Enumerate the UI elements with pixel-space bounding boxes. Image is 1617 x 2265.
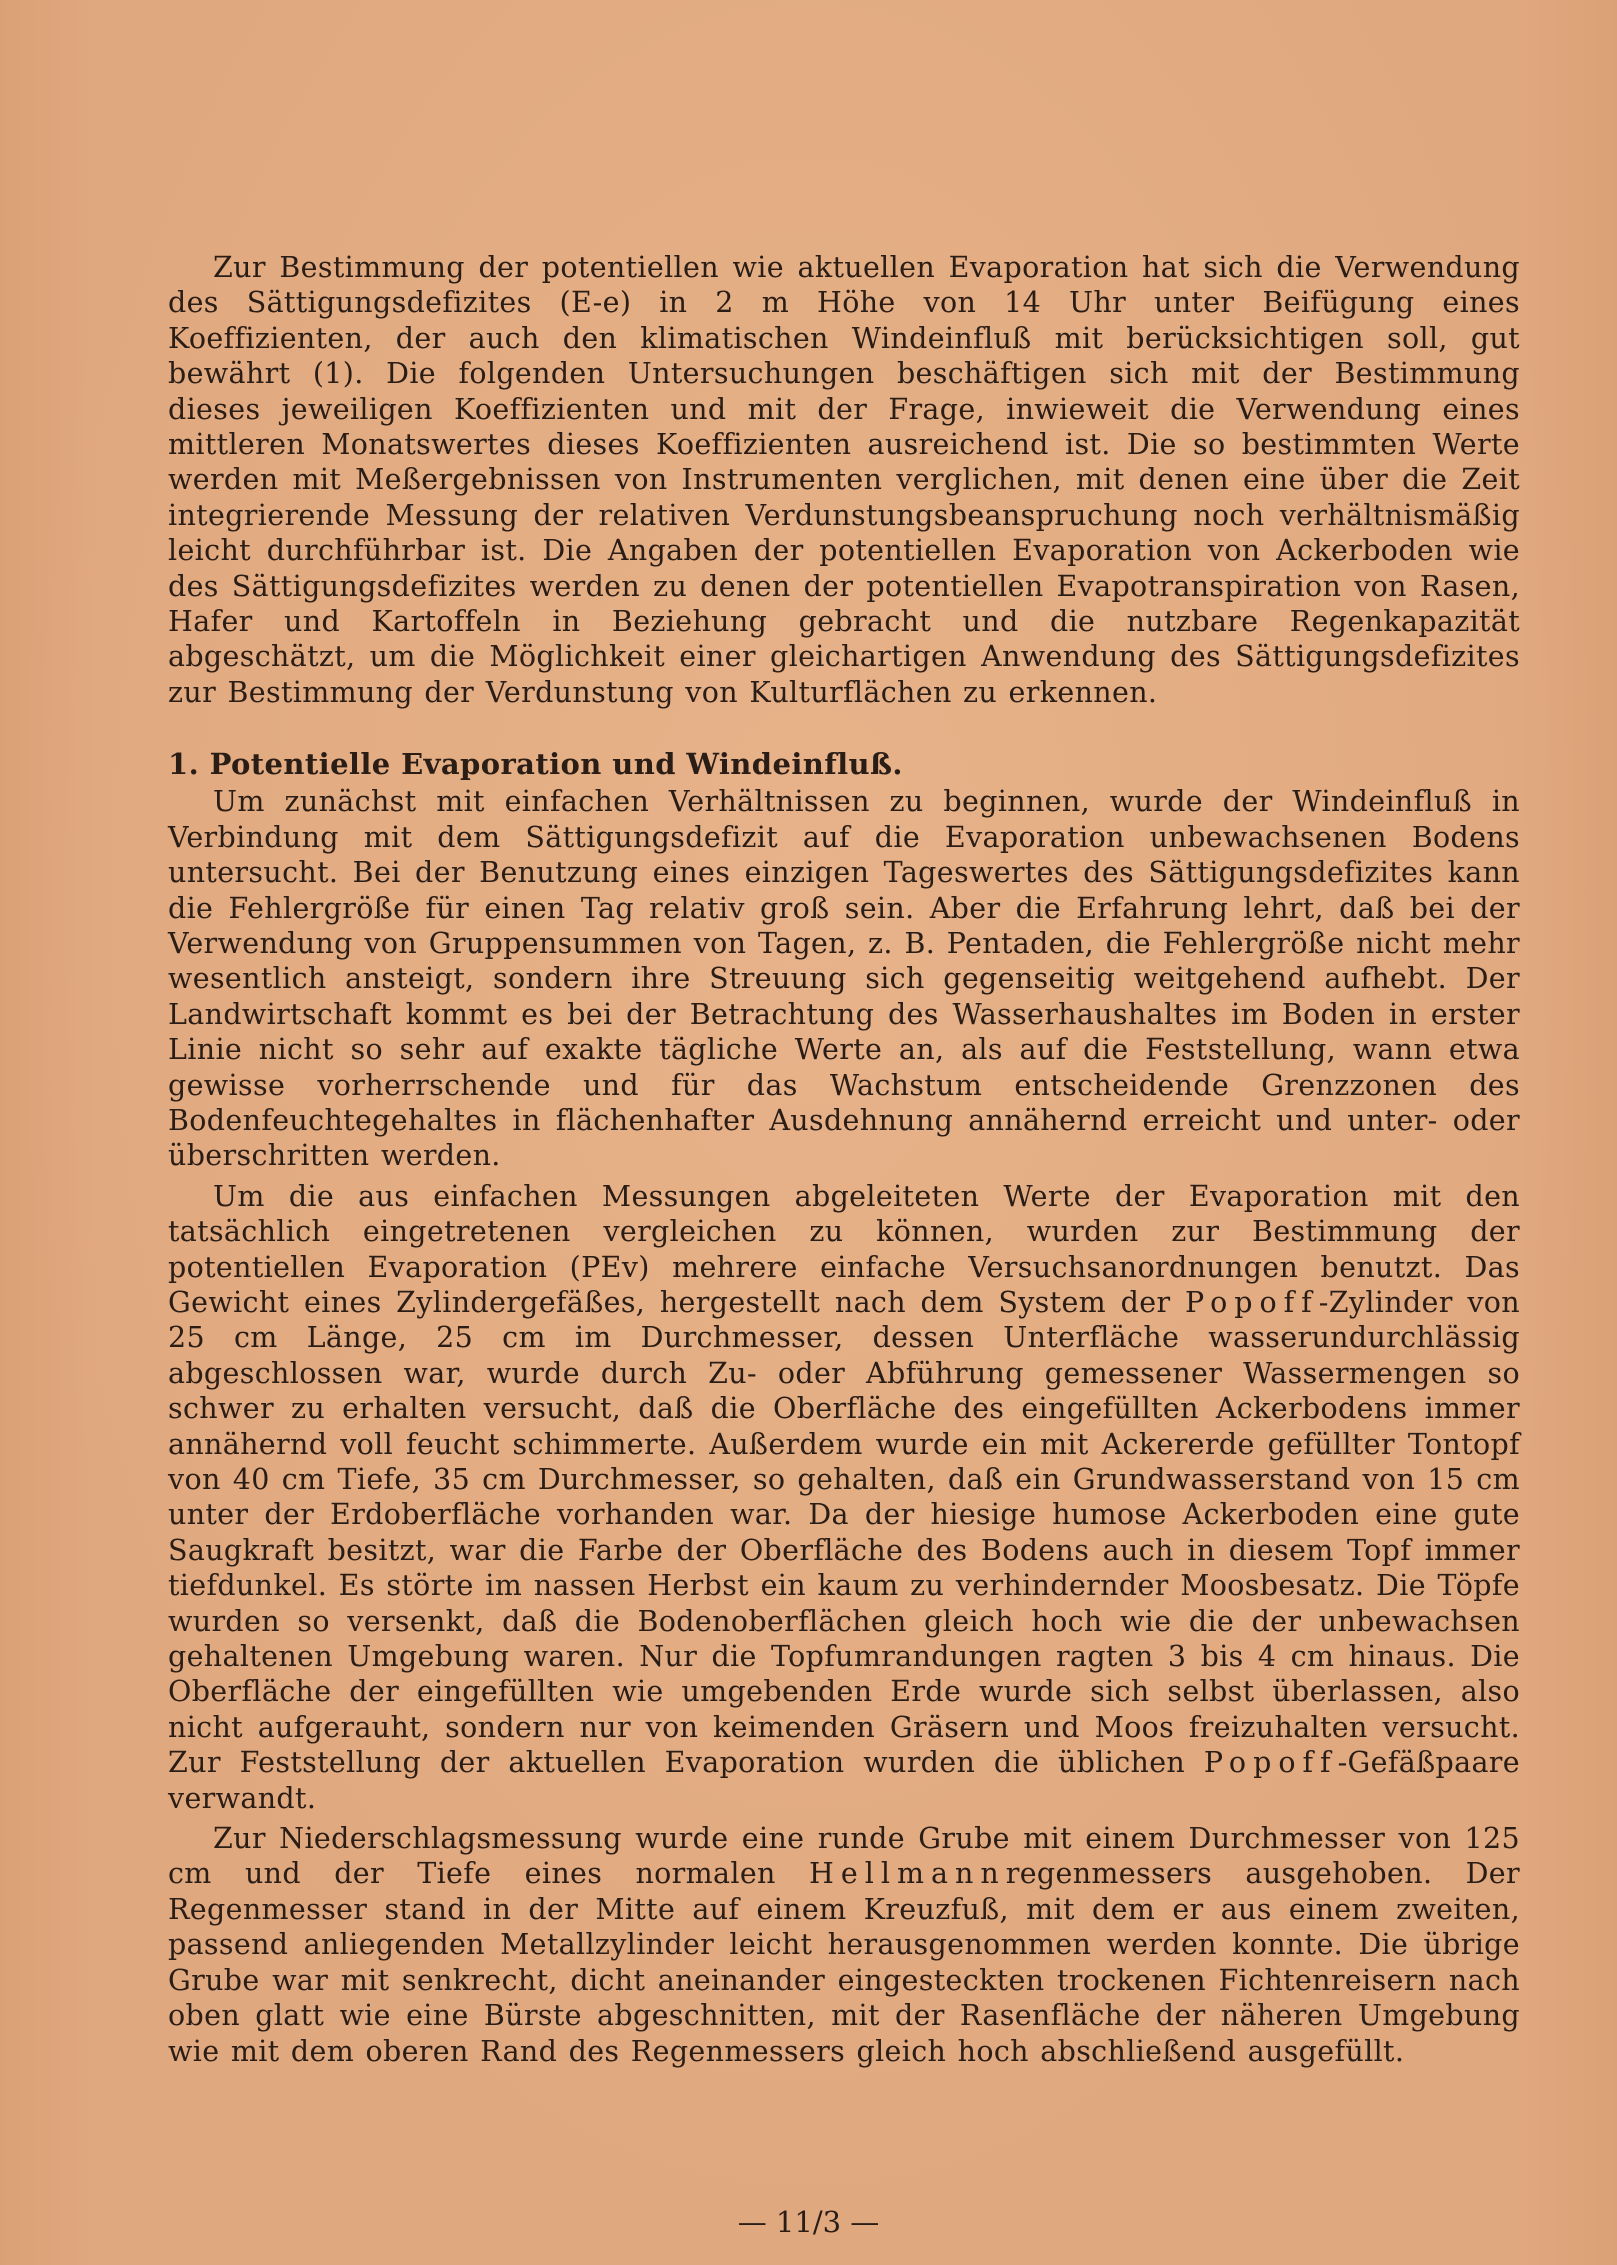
text-segment: -Gefäßpaare verwandt. (168, 1746, 1520, 1815)
section-heading: 1. Potentielle Evaporation und Windeinfluß. (168, 747, 903, 782)
text-segment: regenmessers ausgehoben. Der Regenmesser stand in der Mitte auf einem Kreuzfuß, mit dem er aus einem zweiten, passend anliegenden Metallzylinder leicht herausgenommen werden konnte. Die übrige Grube war mit senkrecht, dicht aneinander eingesteckten trockenen Fichtenreisern nach oben glatt wie eine Bürste abgeschnitten, mit der Rasenfläche der näheren Umgebung wie mit dem oberen Rand des Regenmessers gleich hoch abschließend ausgefüllt. (168, 1857, 1520, 2068)
text-segment: Um die aus einfachen Messungen abgeleiteten Werte der Evaporation mit den tatsächlich eingetretenen vergleichen zu können, wurden zur Bestimmung der potentiellen Evaporation (PEv) mehrere einfache Versuchsanordnungen benutzt. Das Gewicht eines Zylindergefäßes, hergestellt nach dem System der (168, 1179, 1520, 1319)
page-number: — 11/3 — (737, 2205, 880, 2239)
paragraph-precipitation (168, 1821, 1520, 2069)
text-segment: -Zylinder von 25 cm Länge, 25 cm im Durchmesser, dessen Unterfläche wasserundurchlässig abgeschlossen war, wurde durch Zu- oder Abführung gemessener Wassermengen so schwer zu erhalten versucht, daß die Oberfläche des eingefüllten Ackerbodens immer annähernd voll feucht schimmerte. Außerdem wurde ein mit Ackererde gefüllter Tontopf von 40 cm Tiefe, 35 cm Durchmesser, so gehalten, daß ein Grundwasserstand von 15 cm unter der Erdoberfläche vorhanden war. Da der hiesige humose Ackerboden eine gute Saugkraft besitzt, war die Farbe der Oberfläche des Bodens auch in diesem Topf immer tiefdunkel. Es störte im nassen Herbst ein kaum zu verhindernder Moosbesatz. Die Töpfe wurden so versenkt, daß die Bodenoberflächen gleich hoch wie die der unbewachsen gehaltenen Umgebung waren. Nur die Topfumrandungen ragten 3 bis 4 cm hinaus. Die Oberfläche der eingefüllten wie umgebenden Erde wurde sich selbst überlassen, also nicht aufgerauht, sondern nur von keimenden Gräsern und Moos freizuhalten versucht. Zur Feststellung der aktuellen Evaporation wurden die üblichen (168, 1285, 1521, 1780)
author-name-popoff: Popoff (1185, 1285, 1319, 1319)
paragraph-experimental-setup (168, 1179, 1520, 1816)
text-segment: Zur Niederschlagsmessung wurde eine runde Grube mit einem Durchmesser von 125 cm und der Tiefe eines normalen (168, 1822, 1520, 1891)
author-name-hellmann: Hellmann (809, 1857, 1006, 1891)
paragraph-wind-influence: Um zunächst mit einfachen Verhältnissen zu beginnen, wurde der Windeinfluß in Verbindung mit dem Sättigungsdefizit auf die Evaporation unbewachsenen Bodens untersucht. Bei der Benutzung eines einzigen Tageswertes des Sättigungsdefizites kann die Fehlergröße für einen Tag relativ groß sein. Aber die Erfahrung lehrt, daß bei der Verwendung von Gruppensummen von Tagen, z. B. Pentaden, die Fehlergröße nicht mehr wesentlich ansteigt, sondern ihre Streuung sich gegenseitig weitgehend aufhebt. Der Landwirtschaft kommt es bei der Betrachtung des Wasserhaushaltes im Boden in erster Linie nicht so sehr auf exakte tägliche Werte an, als auf die Feststellung, wann etwa gewisse vorherrschende und für das Wachstum entscheidende Grenzzonen des Bodenfeuchtegehaltes in flächenhafter Ausdehnung annähernd erreicht und unter- oder überschritten werden. (168, 785, 1520, 1173)
document-body (168, 250, 1520, 2069)
intro-paragraph: Zur Bestimmung der potentiellen wie aktuellen Evaporation hat sich die Verwendung des Sättigungsdefizites (E-e) in 2 m Höhe von 14 Uhr unter Beifügung eines Koeffizienten, der auch den klimatischen Windeinfluß mit berücksichtigen soll, gut bewährt (1). Die folgenden Untersuchungen beschäftigen sich mit der Bestimmung dieses jeweiligen Koeffizienten und mit der Frage, inwieweit die Verwendung eines mittleren Monatswertes dieses Koeffizienten ausreichend ist. Die so bestimmten Werte werden mit Meßergebnissen von Instrumenten verglichen, mit denen eine über die Zeit integrierende Messung der relativen Verdunstungsbeanspruchung noch verhältnismäßig leicht durchführbar ist. Die Angaben der potentiellen Evaporation von Ackerboden wie des Sättigungsdefizites werden zu denen der potentiellen Evapotranspiration von Rasen, Hafer und Kartoffeln in Beziehung gebracht und die nutzbare Regenkapazität abgeschätzt, um die Möglichkeit einer gleichartigen Anwendung des Sättigungsdefizites zur Bestimmung der Verdunstung von Kulturflächen zu erkennen. (168, 251, 1520, 709)
author-name-popoff: Popoff (1203, 1746, 1338, 1780)
